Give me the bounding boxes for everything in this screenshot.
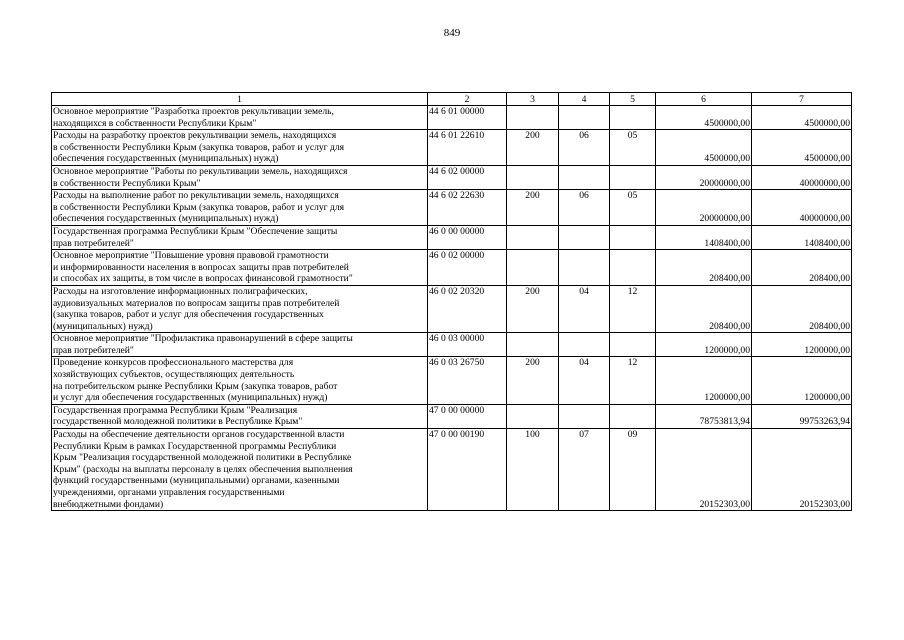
section-cell: 07 [559, 429, 610, 511]
section-cell [559, 165, 610, 189]
table-row [52, 130, 852, 166]
expense-type-cell [507, 225, 559, 249]
expense-item-name-line: Расходы на изготовление информационных полиграфических, [53, 285, 308, 297]
table-row [52, 357, 852, 404]
expense-item-name-line: внебюджетными фондами) [53, 498, 164, 510]
subsection-cell: 05 [610, 130, 656, 166]
expense-type-cell: 100 [507, 429, 559, 511]
section-cell: 04 [559, 357, 610, 404]
section-cell [559, 404, 610, 428]
section-cell: 06 [559, 190, 610, 226]
expense-item-name-line: Основное мероприятие "Разработка проектов рекультивации земель, [53, 106, 334, 117]
expense-item-name [52, 165, 428, 189]
column-header: 5 [610, 93, 656, 106]
page-number: 849 [443, 27, 461, 39]
table-row [52, 404, 852, 428]
table-row [52, 225, 852, 249]
subsection-cell: 12 [610, 285, 656, 332]
subsection-cell: 12 [610, 357, 656, 404]
expense-item-name-line: Проведение конкурсов профессионального мастерства для [53, 357, 294, 369]
expense-item-name-line: и способах их защиты, в том числе в вопросах финансовой грамотности" [53, 273, 353, 285]
amount-year2-cell: 208400,00 [752, 285, 852, 332]
expense-type-cell: 200 [507, 190, 559, 226]
expense-item-name-line: в собственности Республики Крым (закупка товаров, работ и услуг для [53, 141, 345, 153]
amount-year1-cell: 208400,00 [656, 250, 752, 286]
budget-table [51, 92, 852, 511]
expense-item-name-line: и услуг для обеспечения государственных (муниципальных) нужд) [53, 392, 328, 404]
amount-year2-cell: 4500000,00 [752, 130, 852, 166]
expense-item-name-line: на потребительском рынке Республики Крым (закупка товаров, работ [53, 380, 338, 392]
subsection-cell [610, 225, 656, 249]
expense-item-name-line: Основное мероприятие "Работы по рекультивации земель, находящихся [53, 165, 348, 177]
expense-item-name [52, 190, 428, 226]
expense-item-name-line: обеспечения государственных (муниципальных) нужд) [53, 213, 279, 225]
amount-year1-cell: 4500000,00 [656, 106, 752, 130]
amount-year2-cell: 1200000,00 [752, 357, 852, 404]
expense-item-name [52, 357, 428, 404]
subsection-cell: 05 [610, 190, 656, 226]
table-row [52, 250, 852, 286]
budget-code-cell: 44 6 02 22630 [428, 190, 507, 226]
budget-code-cell: 47 0 00 00190 [428, 429, 507, 511]
subsection-cell: 09 [610, 429, 656, 511]
amount-year2-cell: 40000000,00 [752, 190, 852, 226]
amount-year1-cell: 20000000,00 [656, 190, 752, 226]
expense-item-name [52, 429, 428, 511]
budget-code-cell: 46 0 02 00000 [428, 250, 507, 286]
amount-year1-cell: 4500000,00 [656, 130, 752, 166]
expense-item-name-line: в собственности Республики Крым" [53, 177, 201, 189]
expense-item-name-line: Крым" (расходы на выплаты персоналу в целях обеспечения выполнения [53, 463, 353, 475]
budget-code-cell: 47 0 00 00000 [428, 404, 507, 428]
amount-year1-cell: 1200000,00 [656, 357, 752, 404]
expense-type-cell: 200 [507, 285, 559, 332]
expense-item-name-line: Расходы на обеспечение деятельности органов государственной власти [53, 429, 345, 441]
subsection-cell [610, 250, 656, 286]
table-row [52, 429, 852, 511]
table-row [52, 165, 852, 189]
expense-type-cell [507, 404, 559, 428]
expense-item-name-line: Государственная программа Республики Крым "Обеспечение защиты [53, 225, 338, 237]
section-cell: 04 [559, 285, 610, 332]
amount-year1-cell: 1200000,00 [656, 333, 752, 357]
expense-item-name-line: хозяйствующих субъектов, осуществляющих деятельность [53, 369, 295, 381]
amount-year2-cell: 208400,00 [752, 250, 852, 286]
amount-year2-cell: 40000000,00 [752, 165, 852, 189]
section-cell [559, 106, 610, 130]
section-cell [559, 225, 610, 249]
expense-item-name [52, 285, 428, 332]
table-row [52, 333, 852, 357]
amount-year2-cell: 1200000,00 [752, 333, 852, 357]
expense-item-name-line: (муниципальных) нужд) [53, 320, 153, 332]
subsection-cell [610, 333, 656, 357]
amount-year1-cell: 208400,00 [656, 285, 752, 332]
budget-code-cell: 44 6 02 00000 [428, 165, 507, 189]
expense-item-name [52, 333, 428, 357]
amount-year2-cell: 1408400,00 [752, 225, 852, 249]
column-header: 4 [559, 93, 610, 106]
column-header: 6 [656, 93, 752, 106]
expense-type-cell [507, 333, 559, 357]
amount-year2-cell: 99753263,94 [752, 404, 852, 428]
expense-item-name-line: в собственности Республики Крым (закупка товаров, работ и услуг для [53, 201, 345, 213]
expense-item-name-line: функций государственными (муниципальными) органами, казенными [53, 475, 340, 487]
section-cell: 06 [559, 130, 610, 166]
expense-type-cell: 200 [507, 130, 559, 166]
amount-year1-cell: 1408400,00 [656, 225, 752, 249]
column-header: 3 [507, 93, 559, 106]
subsection-cell [610, 165, 656, 189]
expense-item-name-line: прав потребителей" [53, 237, 134, 249]
expense-item-name-line: Расходы на разработку проектов рекультивации земель, находящихся [53, 130, 337, 142]
column-header: 7 [752, 93, 852, 106]
expense-item-name-line: Крым "Реализация государственной молодежной политики в Республике [53, 452, 352, 464]
amount-year2-cell: 20152303,00 [752, 429, 852, 511]
expense-type-cell [507, 106, 559, 130]
subsection-cell [610, 106, 656, 130]
budget-code-cell: 46 0 02 20320 [428, 285, 507, 332]
column-header: 2 [428, 93, 507, 106]
table-header-row [52, 93, 852, 106]
budget-code-cell: 46 0 03 00000 [428, 333, 507, 357]
expense-type-cell [507, 165, 559, 189]
section-cell [559, 250, 610, 286]
budget-code-cell: 44 6 01 00000 [428, 106, 507, 130]
expense-item-name-line: Республики Крым в рамках Государственной программы Республики [53, 440, 337, 452]
expense-item-name-line: аудиовизуальных материалов по вопросам защиты прав потребителей [53, 297, 340, 309]
table-row [52, 106, 852, 130]
section-cell [559, 333, 610, 357]
amount-year2-cell: 4500000,00 [752, 106, 852, 130]
expense-item-name-line: Государственная программа Республики Крым "Реализация [53, 404, 298, 416]
expense-item-name-line: находящихся в собственности Республики Крым" [53, 117, 257, 129]
budget-code-cell: 46 0 00 00000 [428, 225, 507, 249]
column-header: 1 [52, 93, 428, 106]
expense-item-name-line: обеспечения государственных (муниципальных) нужд) [53, 153, 279, 165]
budget-code-cell: 44 6 01 22610 [428, 130, 507, 166]
expense-type-cell [507, 250, 559, 286]
amount-year1-cell: 20000000,00 [656, 165, 752, 189]
expense-item-name [52, 250, 428, 286]
expense-item-name [52, 404, 428, 428]
amount-year1-cell: 78753813,94 [656, 404, 752, 428]
subsection-cell [610, 404, 656, 428]
amount-year1-cell: 20152303,00 [656, 429, 752, 511]
budget-code-cell: 46 0 03 26750 [428, 357, 507, 404]
expense-item-name-line: Основное мероприятие "Профилактика правонарушений в сфере защиты [53, 333, 353, 345]
table-row [52, 190, 852, 226]
expense-item-name-line: (закупка товаров, работ и услуг для обеспечения государственных [53, 309, 324, 321]
expense-item-name-line: прав потребителей" [53, 344, 134, 356]
expense-item-name-line: Расходы на выполнение работ по рекультивации земель, находящихся [53, 190, 339, 202]
expense-item-name [52, 130, 428, 166]
expense-item-name-line: учреждениями, органами управления государственными [53, 487, 285, 498]
expense-item-name-line: и информированности населения в вопросах защиты прав потребителей [53, 261, 349, 273]
expense-type-cell: 200 [507, 357, 559, 404]
expense-item-name [52, 225, 428, 249]
expense-item-name-line: Основное мероприятие "Повышение уровня правовой грамотности [53, 250, 329, 262]
table-row [52, 285, 852, 332]
expense-item-name [52, 106, 428, 130]
expense-item-name-line: государственной молодежной политики в Республике Крым" [53, 416, 303, 428]
